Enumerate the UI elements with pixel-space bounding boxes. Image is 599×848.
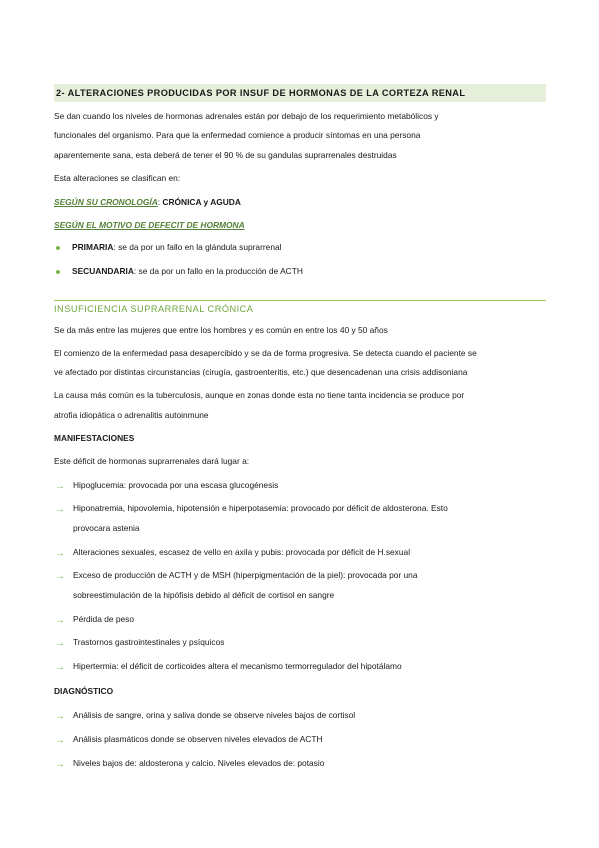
arrow-right-icon: → (55, 735, 65, 746)
paragraph-line: Se da más entre las mujeres que entre los hombres y es común en entre los 40 y 50 años (54, 325, 388, 335)
arrow-right-icon: → (55, 504, 65, 515)
paragraph-line: atrofia idiopática o adrenalitis autoinmune (54, 410, 209, 420)
classify-text: Esta alteraciones se clasifican en: (54, 173, 181, 183)
list-item-continued: sobreestimulación de la hipófisis debido al déficit de cortisol en sangre (73, 590, 335, 600)
green-dot-icon (56, 246, 60, 250)
list-item: Niveles bajos de: aldosterona y calcio. Niveles elevados de: potasio (73, 758, 325, 768)
cronologia-label: SEGÚN SU CRONOLOGÍA (54, 197, 158, 207)
paragraph-line: El comienzo de la enfermedad pasa desapercibido y se da de forma progresiva. Se detecta cuando el paciente se (54, 348, 477, 358)
intro-line-1: Se dan cuando los niveles de hormonas adrenales están por debajo de los requerimiento metabólicos y (54, 111, 439, 121)
type-term: PRIMARIA (72, 242, 114, 252)
list-item: Trastornos gastrointestinales y psíquicos (73, 637, 225, 647)
list-item: Análisis plasmáticos donde se observen niveles elevados de ACTH (73, 734, 323, 744)
arrow-right-icon: → (55, 571, 65, 582)
list-item: Análisis de sangre, orina y saliva donde se observe niveles bajos de cortisol (73, 710, 356, 720)
arrow-right-icon: → (55, 548, 65, 559)
green-dot-icon (56, 270, 60, 274)
list-item: Exceso de producción de ACTH y de MSH (hiperpigmentación de la piel): provocada por una (73, 570, 418, 580)
type-term: SECUANDARIA (72, 266, 134, 276)
type-text: : se da por un fallo en la glándula suprarrenal (113, 242, 282, 252)
list-item: Pérdida de peso (73, 614, 134, 624)
type-text: : se da por un fallo en la producción de ACTH (133, 266, 303, 276)
cronologia-sep: : (157, 197, 163, 207)
subheading: INSUFICIENCIA SUPRARRENAL CRÓNICA (54, 304, 254, 314)
list-item-continued: provocara astenia (73, 523, 140, 533)
manifestaciones-intro: Este déficit de hormonas suprarrenales dará lugar a: (54, 456, 250, 466)
cronologia-value: CRÓNICA y AGUDA (162, 197, 241, 207)
motivo-label: SEGÚN EL MOTIVO DE DEFECIT DE HORMONA (54, 220, 245, 230)
section-heading: 2- ALTERACIONES PRODUCIDAS POR INSUF DE HORMONAS DE LA CORTEZA RENAL (54, 84, 546, 102)
arrow-right-icon: → (55, 759, 65, 770)
type-primaria (72, 242, 282, 253)
divider (54, 300, 546, 301)
arrow-right-icon: → (55, 481, 65, 492)
intro-line-2: funcionales del organismo. Para que la enfermedad comience a producir síntomas en una persona (54, 130, 421, 140)
list-item: Alteraciones sexuales, escasez de vello en axila y pubis: provocada por déficit de H.sexual (73, 547, 411, 557)
diagnostico-title: DIAGNÓSTICO (54, 686, 114, 696)
intro-line-3: aparentemente sana, esta deberá de tener el 90 % de su gandulas suprarrenales destruidas (54, 150, 397, 160)
arrow-right-icon: → (55, 638, 65, 649)
paragraph-line: ve afectado por distintas circunstancias (cirugía, gastroenteritis, etc.) que desencadenan una crisis addisoniana (54, 367, 468, 377)
type-secundaria (72, 266, 303, 277)
list-item: Hipoglucemia: provocada por una escasa glucogénesis (73, 480, 279, 490)
arrow-right-icon: → (55, 711, 65, 722)
list-item: Hipertermia: el déficit de corticoides altera el mecanismo termorregulador del hipotálamo (73, 661, 402, 671)
cronologia-line (54, 197, 241, 208)
manifestaciones-title: MANIFESTACIONES (54, 433, 135, 443)
arrow-right-icon: → (55, 662, 65, 673)
motivo-line (54, 220, 245, 231)
list-item: Hiponatremia, hipovolemia, hipotensión e hiperpotasemia: provocado por déficit de aldosterona. Esto (73, 503, 448, 513)
paragraph-line: La causa más común es la tuberculosis, aunque en zonas donde esta no tiene tanta incidencia se produce por (54, 390, 465, 400)
arrow-right-icon: → (55, 615, 65, 626)
